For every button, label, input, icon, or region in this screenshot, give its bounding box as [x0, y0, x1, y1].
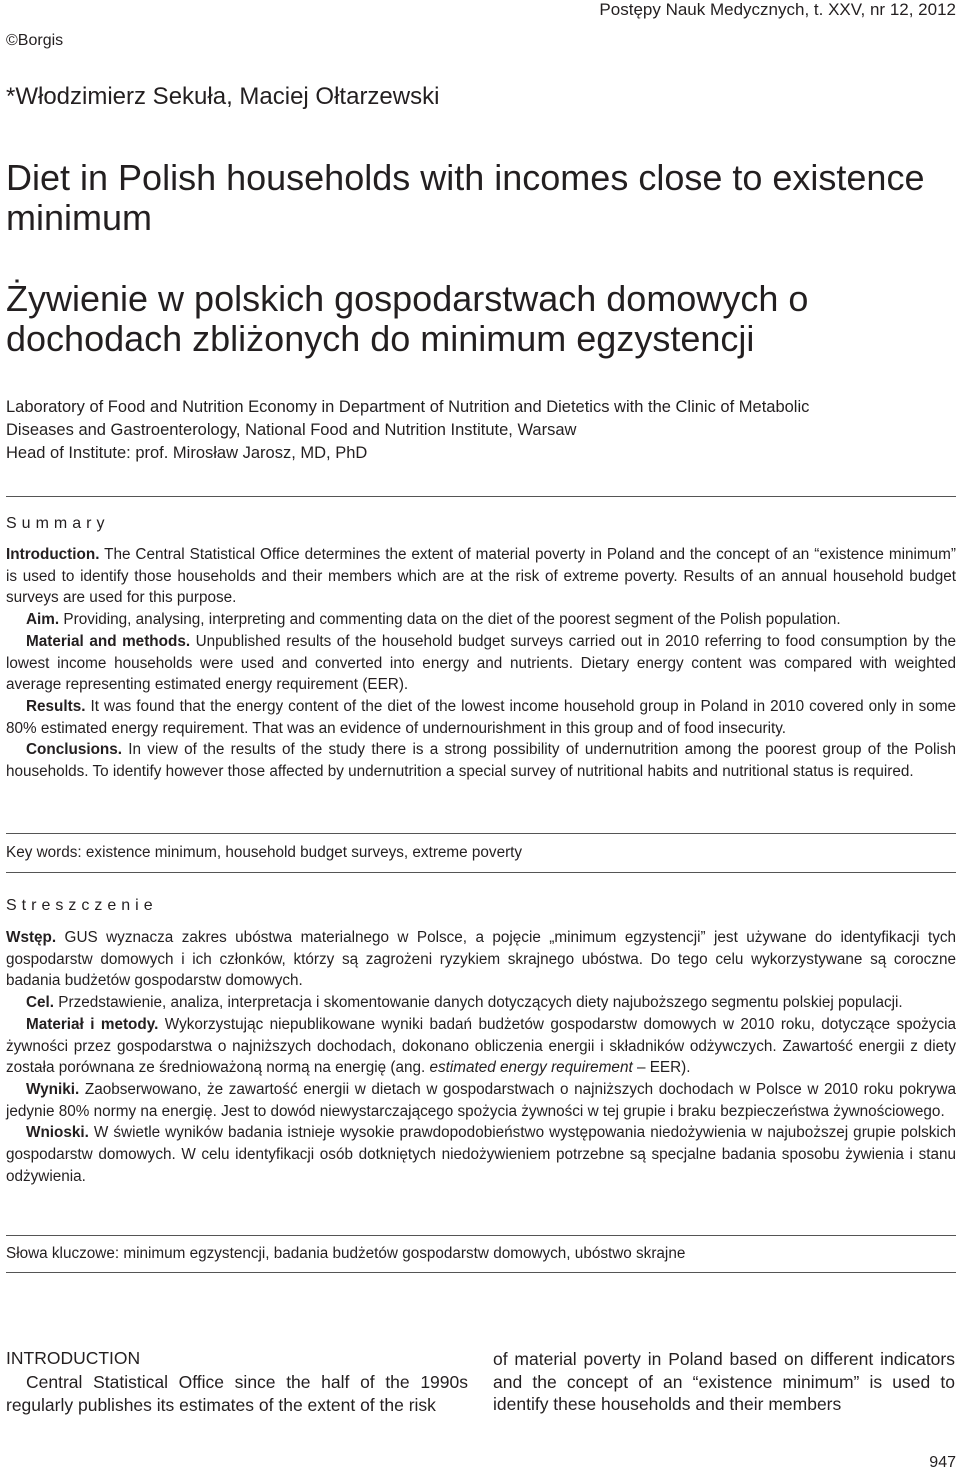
streszczenie-wstep-text: GUS wyznacza zakres ubóstwa materialnego w Polsce, a pojęcie „minimum egzystencji” jest używane do identyfikacji tych gospodarstw domowych i ich członków, którzy są zagrożeni ryzykiem skrajnego ubóstwa. Do tego celu wykorzystywane są coroczne badania budżetów gospodarstw domowych.: [6, 929, 956, 990]
page-number: 947: [929, 1454, 956, 1471]
summary-results-label: Results.: [26, 697, 86, 715]
streszczenie-wnioski-label: Wnioski.: [26, 1124, 89, 1142]
summary-methods-label: Material and methods.: [26, 632, 191, 650]
summary-methods: [6, 631, 956, 696]
streszczenie-metody-label: Materiał i metody.: [26, 1015, 159, 1033]
summary-conclusions: [6, 739, 956, 782]
body-column-right: of material poverty in Poland based on different indicators and the concept of an “existence minimum” is used to identify these households and their members: [493, 1349, 955, 1414]
streszczenie-wnioski: [6, 1122, 956, 1187]
streszczenie-cel-label: Cel.: [26, 994, 55, 1012]
summary-abstract: [6, 544, 956, 783]
divider-top: [6, 496, 956, 497]
affiliation: [6, 396, 956, 465]
title-polish: Żywienie w polskich gospodarstwach domowych o dochodach zbliżonych do minimum egzystencji: [6, 278, 809, 359]
streszczenie-wyniki: [6, 1079, 956, 1122]
streszczenie-wyniki-text: Zaobserwowano, że zawartość energii w dietach w gospodarstwach o najniższych dochodach w Polsce w 2010 roku pokrywa jedynie 80% normy na energię. Jest to dowód niewystarczającego spożycia żywności w tej grupie i braku bezpieczeństwa żywnościowego.: [6, 1080, 956, 1120]
body-column-left: Central Statistical Office since the half of the 1990s regularly publishes its estimates of the extent of the risk: [6, 1372, 468, 1415]
summary-heading: Summary: [6, 515, 110, 532]
summary-conclusions-label: Conclusions.: [26, 741, 123, 759]
journal-citation: Postępy Nauk Medycznych, t. XXV, nr 12, 2012: [599, 0, 956, 19]
divider-keywords-pl: [6, 1235, 956, 1236]
summary-intro-label: Introduction.: [6, 546, 100, 563]
streszczenie-cel-text: Przedstawienie, analiza, interpretacja i skomentowanie danych dotyczących diety najuboższego segmentu polskiej populacji.: [54, 994, 903, 1012]
summary-conclusions-text: In view of the results of the study there is a strong possibility of undernutrition among the poorest group of the Polish households. To identify however those affected by undernutrition a special survey of nutritional habits and nutritional status is required.: [6, 741, 956, 781]
authors: *Włodzimierz Sekuła, Maciej Ołtarzewski: [6, 83, 440, 110]
summary-intro-text: The Central Statistical Office determines the extent of material poverty in Poland and the concept of an “existence minimum” is used to identify those households and their members which are at the risk of extreme poverty. Results of an annual household budget surveys are used for this purpose.: [6, 546, 956, 607]
summary-aim-label: Aim.: [26, 611, 60, 629]
affiliation-line-3: Head of Institute: prof. Mirosław Jarosz, MD, PhD: [6, 444, 368, 462]
copyright-notice: ©Borgis: [6, 32, 64, 49]
title-english: Diet in Polish households with incomes close to existence minimum: [6, 157, 925, 238]
summary-results: [6, 696, 956, 739]
streszczenie-wstep: [6, 927, 956, 992]
summary-introduction: [6, 544, 956, 609]
streszczenie-metody: [6, 1014, 956, 1079]
keywords: Key words: existence minimum, household budget surveys, extreme poverty: [6, 844, 523, 861]
keywords-pl: Słowa kluczowe: minimum egzystencji, badania budżetów gospodarstw domowych, ubóstwo skrajne: [6, 1245, 686, 1262]
divider-keywords: [6, 833, 956, 834]
streszczenie-metody-text-b: – EER).: [632, 1059, 691, 1077]
summary-methods-text: Unpublished results of the household budget surveys carried out in 2010 referring to food consumption by the lowest income households were used and converted into energy and nutrients. Dietary energy content was compared with weighted average representing estimated energy requirement (EER).: [6, 632, 957, 694]
streszczenie-metody-text-italic: estimated energy requirement: [429, 1059, 633, 1077]
summary-aim: [6, 609, 956, 631]
streszczenie-wnioski-text: W świetle wyników badania istnieje wysokie prawdopodobieństwo występowania niedożywienia w najuboższej grupie polskich gospodarstw domowych. W celu identyfikacji osób dotkniętych niedożywieniem potrzebne są specjalne badania sposobu żywienia i stanu odżywienia.: [6, 1124, 956, 1185]
streszczenie-abstract: [6, 927, 956, 1187]
divider-streszczenie-end: [6, 1272, 956, 1273]
affiliation-line-2: Diseases and Gastroenterology, National Food and Nutrition Institute, Warsaw: [6, 421, 577, 439]
streszczenie-wstep-label: Wstęp.: [6, 929, 57, 946]
streszczenie-cel: [6, 992, 956, 1014]
streszczenie-heading: Streszczenie: [6, 897, 158, 914]
affiliation-line-1: Laboratory of Food and Nutrition Economy in Department of Nutrition and Dietetics with the Clinic of Metabolic: [6, 398, 810, 416]
section-heading-introduction: INTRODUCTION: [6, 1348, 141, 1368]
streszczenie-wyniki-label: Wyniki.: [26, 1080, 80, 1098]
divider-summary-end: [6, 872, 956, 873]
summary-aim-text: Providing, analysing, interpreting and commenting data on the diet of the poorest segment of the Polish population.: [59, 611, 841, 629]
summary-results-text: It was found that the energy content of the diet of the lowest income household group in Poland in 2010 covered only in some 80% estimated energy requirement. That was an evidence of undernourishment in this group and of food insecurity.: [6, 697, 956, 737]
streszczenie-metody-text-a: Wykorzystując niepublikowane wyniki badań budżetów gospodarstw domowych w 2010 roku, dotyczące spożycia żywności przez gospodarstwa o najniższych dochodach, dokonano obliczenia energii i składników odżywczych. Zawartość energii z diety została porównana ze średnioważoną normą na energię (ang.: [6, 1015, 957, 1077]
